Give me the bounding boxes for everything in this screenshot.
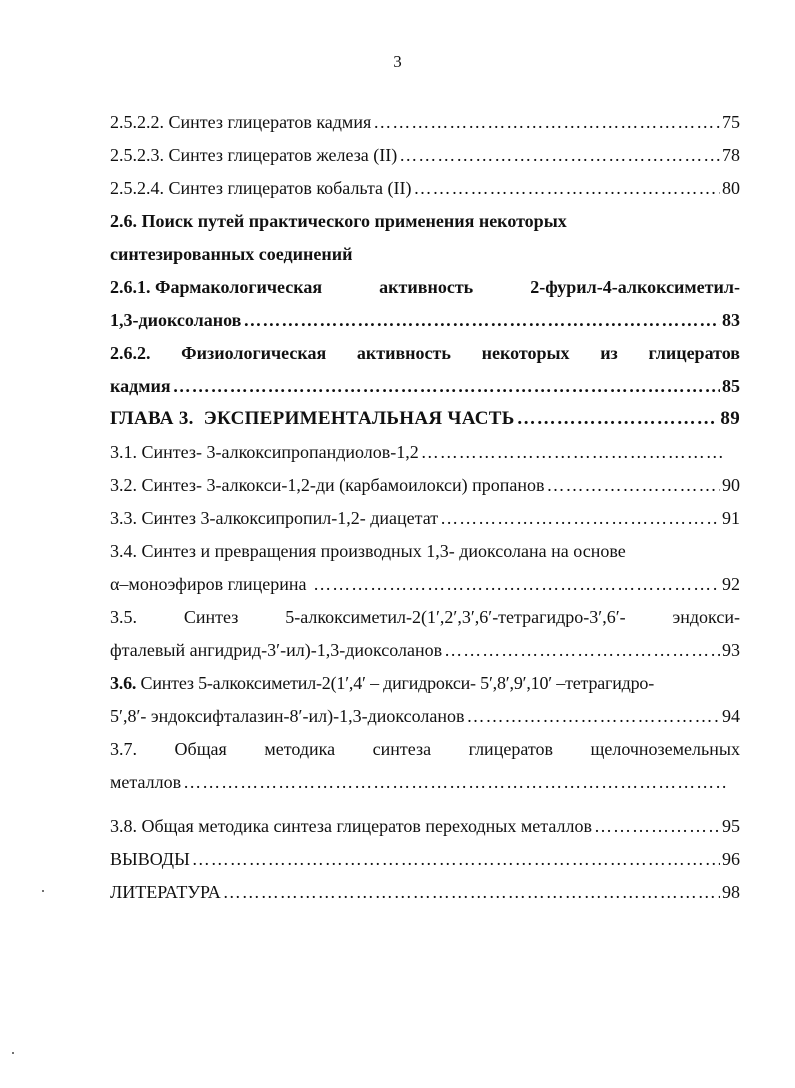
toc-entry [110, 374, 740, 398]
toc-entry-title: ГЛАВА 3. ЭКСПЕРИМЕНТАЛЬНАЯ ЧАСТЬ [110, 408, 515, 429]
scan-speck [12, 1052, 14, 1054]
word: Физиологическая [181, 343, 327, 363]
scan-speck [42, 890, 44, 892]
toc-entry [110, 308, 740, 332]
toc-entry-page: 89 [720, 408, 740, 429]
word: щелочноземельных [590, 739, 740, 759]
toc-chapter-entry [110, 407, 740, 431]
toc-entry-title: 3.1. Синтез- 3-алкоксипропандиолов-1,2 [110, 442, 419, 462]
word: активность [356, 343, 451, 363]
toc-entry-page: 80 [722, 178, 740, 198]
toc-entry-title: ЛИТЕРАТУРА [110, 882, 221, 902]
toc-entry-page: 85 [722, 376, 740, 396]
toc-entry-title: ВЫВОДЫ [110, 849, 190, 869]
dot-leader [313, 572, 720, 596]
dot-leader [192, 847, 720, 871]
toc-entry-line1 [110, 275, 740, 299]
toc-entry-number: 3.6. [110, 673, 137, 693]
toc-entry-page: 94 [722, 706, 740, 726]
toc-entry-line1 [110, 605, 740, 629]
toc-entry-page: 98 [722, 882, 740, 902]
toc-entry-page: 78 [722, 145, 740, 165]
toc-entry-title: 2.5.2.3. Синтез глицератов железа (II) [110, 145, 398, 165]
toc-entry-page: 93 [722, 640, 740, 660]
toc-entry-page: 83 [722, 310, 740, 330]
toc-entry-title: металлов [110, 772, 182, 792]
toc-entry-page: 91 [722, 508, 740, 528]
word: глицератов [648, 343, 740, 363]
toc-entry [110, 847, 740, 871]
word: 2.6.2. [110, 343, 151, 363]
toc-entry-title: 1,3-диоксоланов [110, 310, 242, 330]
toc-section-heading: 2.6. Поиск путей практического применения некоторых [110, 211, 567, 231]
toc-entry-line1 [110, 737, 740, 761]
toc-section-heading-cont: синтезированных соединений [110, 244, 353, 264]
word: синтеза [372, 739, 432, 759]
dot-leader [440, 506, 720, 530]
word: Синтез [183, 607, 239, 627]
toc-entry-title: фталевый ангидрид-3′-ил)-1,3-диоксоланов [110, 640, 443, 660]
word: 2-фурил-4-алкоксиметил- [530, 277, 740, 297]
toc-entry [110, 770, 730, 794]
dot-leader [183, 770, 728, 794]
toc-entry-title: 3.8. Общая методика синтеза глицератов переходных металлов [110, 816, 592, 836]
toc-entry-page: 92 [722, 574, 740, 594]
toc-entry [110, 572, 740, 596]
dot-leader [467, 704, 720, 728]
toc-entry-title: кадмия [110, 376, 171, 396]
toc-entry [110, 880, 740, 904]
toc-entry [110, 704, 740, 728]
toc-entry-line1 [110, 671, 740, 695]
word: Общая [174, 739, 227, 759]
word: глицератов [468, 739, 553, 759]
word: 3.5. [110, 607, 137, 627]
toc-entry-line1 [110, 341, 740, 365]
dot-leader [373, 110, 720, 134]
toc-entry-page: 75 [722, 112, 740, 132]
dot-leader [414, 176, 720, 200]
toc-entry-title: α–моноэфиров глицерина [110, 574, 312, 594]
toc-entry-title: 3.2. Синтез- 3-алкокси-1,2-ди (карбамоилокси) пропанов [110, 475, 545, 495]
dot-leader [399, 143, 720, 167]
dot-leader [594, 814, 720, 838]
word: эндокси- [672, 607, 740, 627]
toc-entry [110, 814, 740, 838]
word: 2.6.1. Фармакологическая [110, 277, 323, 297]
toc-entry [110, 440, 728, 464]
toc-entry [110, 110, 740, 134]
dot-leader [547, 473, 720, 497]
word: 3.7. [110, 739, 137, 759]
dot-leader [173, 374, 720, 398]
dot-leader [421, 440, 726, 464]
toc-entry [110, 638, 740, 662]
toc-entry [110, 176, 740, 200]
toc-entry-title: 2.5.2.4. Синтез глицератов кобальта (II) [110, 178, 412, 198]
toc-entry-page: 96 [722, 849, 740, 869]
toc-entry-page: 90 [722, 475, 740, 495]
dot-leader [223, 880, 720, 904]
dot-leader [517, 407, 719, 431]
toc-entry-page: 95 [722, 816, 740, 836]
word: из [600, 343, 618, 363]
toc-entry [110, 506, 740, 530]
toc-entry-line1: 3.4. Синтез и превращения производных 1,3- диоксолана на основе [110, 541, 626, 561]
dot-leader [444, 638, 720, 662]
toc-entry-title: 2.5.2.2. Синтез глицератов кадмия [110, 112, 372, 132]
toc-entry [110, 473, 740, 497]
word: 5-алкоксиметил-2(1′,2′,3′,6′-тетрагидро-3′,6′- [285, 607, 626, 627]
page-number: 3 [393, 52, 402, 71]
toc-entry [110, 143, 740, 167]
toc-entry-title: 5′,8′- эндоксифталазин-8′-ил)-1,3-диоксоланов [110, 706, 465, 726]
toc-entry-title: Синтез 5-алкоксиметил-2(1′,4′ – дигидрокси- 5′,8′,9′,10′ –тетрагидро- [140, 673, 654, 693]
word: методика [264, 739, 336, 759]
toc-entry-title: 3.3. Синтез 3-алкоксипропил-1,2- диацетат [110, 508, 439, 528]
dot-leader [243, 308, 720, 332]
word: некоторых [481, 343, 570, 363]
word: активность [379, 277, 474, 297]
